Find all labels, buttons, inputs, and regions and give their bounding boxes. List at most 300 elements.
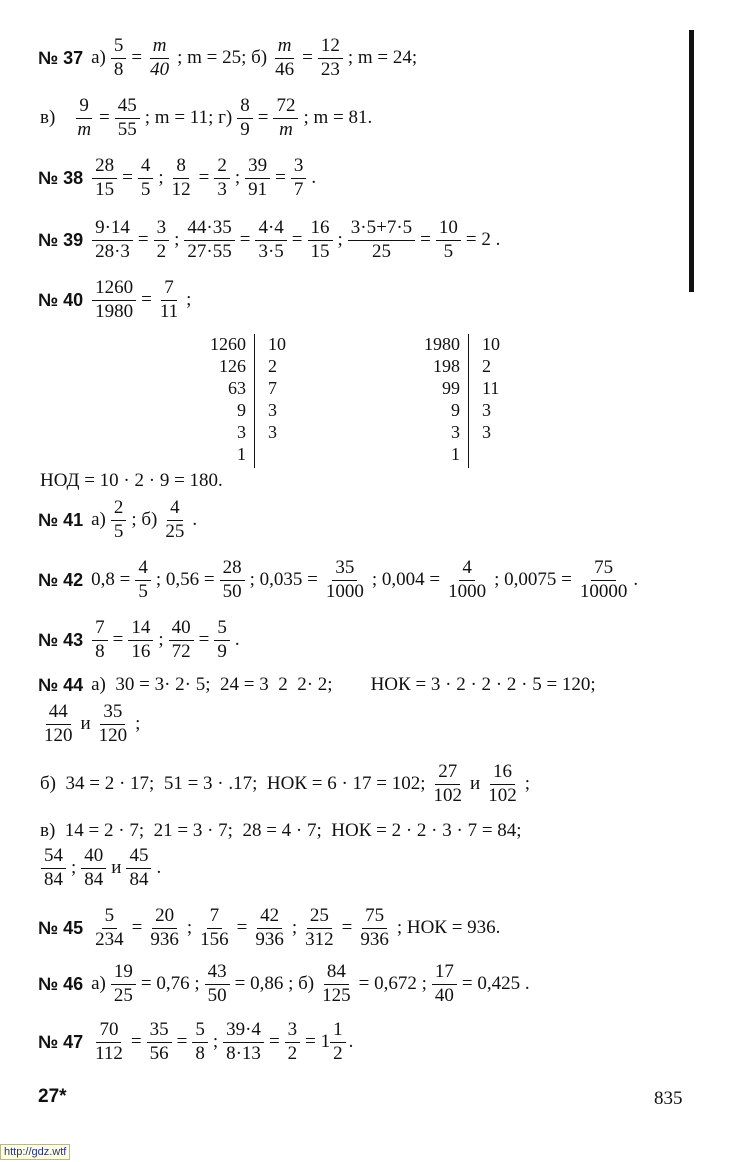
period: . <box>234 629 240 651</box>
problem-number: № 46 <box>38 973 84 994</box>
numerator: 54 <box>41 846 66 869</box>
text: = 2 . <box>465 229 501 251</box>
fraction <box>81 846 106 890</box>
fraction <box>92 618 108 662</box>
denominator: 72 <box>171 640 191 662</box>
fraction <box>184 218 234 262</box>
problem-45 <box>38 906 502 950</box>
denominator: m <box>77 118 92 140</box>
fraction <box>291 156 307 200</box>
problem-47 <box>38 1020 353 1064</box>
separator: ; <box>212 1031 219 1053</box>
table-row <box>190 444 308 465</box>
fraction <box>192 1020 208 1064</box>
numerator: 75 <box>362 906 387 929</box>
conjunction: и <box>470 773 481 795</box>
denominator: 936 <box>360 928 389 950</box>
equals: = <box>291 229 303 251</box>
denominator: 2 <box>287 1042 298 1064</box>
denominator: 234 <box>95 928 124 950</box>
fraction <box>214 156 230 200</box>
equals: = <box>131 917 143 939</box>
numerator: 39·4 <box>223 1020 264 1043</box>
numerator: 7 <box>161 278 177 301</box>
numerator: 4 <box>167 498 183 521</box>
table-row <box>190 378 308 399</box>
denominator: 40 <box>150 58 170 80</box>
equals: = <box>141 289 152 311</box>
gcd-line <box>38 470 225 492</box>
numerator: m <box>150 36 170 59</box>
fraction <box>255 218 286 262</box>
text: = 0,86 ; б) <box>234 973 315 995</box>
fraction <box>135 558 151 602</box>
problem-number: № 37 <box>38 47 84 68</box>
text: ; б) <box>131 509 158 531</box>
problem-number: № 39 <box>38 229 84 250</box>
text: = 0,672 ; <box>358 973 427 995</box>
denominator: 3·5 <box>258 240 284 262</box>
denominator: 7 <box>293 178 304 200</box>
divisor-cell: 3 <box>482 422 491 442</box>
equals: = <box>268 1031 280 1053</box>
fraction <box>147 1020 172 1064</box>
denominator: 16 <box>131 640 151 662</box>
denominator: 11 <box>159 300 179 322</box>
text: ; m = 81. <box>303 107 373 129</box>
equals: = <box>257 107 269 129</box>
denominator: 120 <box>44 724 73 746</box>
fraction <box>485 762 520 806</box>
separator: ; <box>337 229 343 251</box>
equals: = <box>176 1031 188 1053</box>
fraction <box>308 218 333 262</box>
numerator: 5 <box>111 36 127 59</box>
divisor-cell <box>468 444 522 465</box>
table-row <box>404 422 522 443</box>
problem-37-line-2 <box>38 96 374 140</box>
text: ; m = 25; б) <box>177 47 268 69</box>
fraction <box>348 218 415 262</box>
numerator: 8 <box>237 96 253 119</box>
numerator: 5 <box>214 618 230 641</box>
fraction <box>41 846 66 890</box>
dividend-cell: 1980 <box>424 334 460 354</box>
numerator: 39 <box>245 156 270 179</box>
fraction <box>223 1020 264 1064</box>
problem-number: № 42 <box>38 569 84 590</box>
problem-number: № 43 <box>38 629 84 650</box>
divisor-cell: 10 <box>482 334 500 354</box>
numerator: 3 <box>154 218 170 241</box>
divisor-cell: 2 <box>268 356 277 376</box>
table-row <box>404 378 522 399</box>
problem-44-b <box>38 762 532 806</box>
fraction <box>96 702 131 746</box>
text: = 1 <box>305 1031 331 1053</box>
denominator: 56 <box>149 1042 169 1064</box>
denominator: 8 <box>195 1042 205 1064</box>
denominator: 40 <box>434 984 454 1006</box>
denominator: 25 <box>113 984 133 1006</box>
denominator: 84 <box>84 868 104 890</box>
divisor-cell: 2 <box>482 356 491 376</box>
problem-43 <box>38 618 242 662</box>
numerator: 3·5+7·5 <box>348 218 415 241</box>
equals: = <box>122 167 133 189</box>
numerator: 27 <box>435 762 460 785</box>
divisor-cell <box>254 444 308 465</box>
problem-number: № 41 <box>38 509 84 530</box>
fraction <box>272 36 297 80</box>
equals: = <box>198 629 210 651</box>
numerator: 4 <box>459 558 475 581</box>
denominator: 91 <box>248 178 268 200</box>
numerator: 12 <box>318 36 343 59</box>
period: . <box>156 857 162 879</box>
denominator: 2 <box>333 1042 343 1064</box>
problem-44-line-1 <box>38 674 598 696</box>
conjunction: и <box>111 857 122 879</box>
numerator: 19 <box>111 962 136 985</box>
numerator: 20 <box>152 906 177 929</box>
dividend-cell: 63 <box>228 378 246 398</box>
gcd-text: НОД = 10 · 2 · 9 = 180. <box>40 470 223 491</box>
text: ; m = 24; <box>347 47 418 69</box>
dividend-cell: 1 <box>451 444 460 464</box>
denominator: 55 <box>117 118 137 140</box>
table-row <box>190 400 308 421</box>
fraction <box>147 906 182 950</box>
denominator: 84 <box>129 868 149 890</box>
equals: = <box>236 917 248 939</box>
text: = 0,76 ; <box>140 973 200 995</box>
text: б) 34 = 2 · 17; 51 = 3 · .17; НОК = 6 · 17 = 102; <box>40 773 426 795</box>
fraction <box>154 218 170 262</box>
equals: = <box>420 229 431 251</box>
numerator: 35 <box>100 702 125 725</box>
problem-44-line-2 <box>38 702 142 746</box>
dividend-cell: 1 <box>237 444 246 464</box>
fraction <box>126 846 151 890</box>
fraction <box>273 96 298 140</box>
fraction <box>252 906 287 950</box>
numerator: 4 <box>138 156 154 179</box>
separator: ; <box>291 917 298 939</box>
equals: = <box>198 167 210 189</box>
numerator: 5 <box>192 1020 208 1043</box>
numerator: 72 <box>273 96 298 119</box>
fraction <box>92 906 127 950</box>
numerator: 9·14 <box>92 218 133 241</box>
denominator: 46 <box>275 58 295 80</box>
denominator: 9 <box>240 118 250 140</box>
item-label: а) <box>91 973 106 995</box>
item-label: в) <box>40 107 56 129</box>
numerator: 45 <box>126 846 151 869</box>
separator: ; <box>186 289 192 311</box>
fraction <box>357 906 392 950</box>
period: . <box>311 167 317 189</box>
numerator: 16 <box>490 762 515 785</box>
numerator: 2 <box>111 498 127 521</box>
equals: = <box>275 167 286 189</box>
numerator: 28 <box>92 156 117 179</box>
denominator: 15 <box>310 240 330 262</box>
equals: = <box>130 1031 142 1053</box>
denominator: 102 <box>433 784 463 806</box>
equals: = <box>112 629 124 651</box>
numerator: 4·4 <box>255 218 286 241</box>
fraction <box>41 702 76 746</box>
fraction <box>111 36 127 80</box>
table-row <box>404 444 522 465</box>
fraction <box>169 618 194 662</box>
numerator: 2 <box>214 156 230 179</box>
factor-table-1980 <box>404 334 524 468</box>
separator: ; <box>174 229 180 251</box>
equals: = <box>137 229 149 251</box>
fraction <box>74 96 94 140</box>
denominator: 120 <box>98 724 128 746</box>
separator: ; <box>158 167 164 189</box>
separator: ; <box>524 773 530 795</box>
fraction <box>319 962 354 1006</box>
fraction <box>431 762 466 806</box>
fraction <box>147 36 172 80</box>
text: ; m = 11; г) <box>144 107 233 129</box>
dividend-cell: 3 <box>451 422 460 442</box>
dividend-cell: 99 <box>442 378 460 398</box>
numerator: 40 <box>169 618 194 641</box>
page-section-mark: 27* <box>38 1086 67 1107</box>
item-label: а) <box>91 47 106 69</box>
divisor-cell: 10 <box>268 334 286 354</box>
denominator: 936 <box>150 928 179 950</box>
table-row <box>190 422 308 443</box>
table-row <box>190 356 308 377</box>
problem-46 <box>38 962 532 1006</box>
text: ; 0,004 = <box>371 569 441 591</box>
fraction <box>245 156 270 200</box>
fraction <box>157 278 181 322</box>
numerator: 9 <box>76 96 92 119</box>
text: 0,8 = <box>91 569 131 591</box>
denominator: 2 <box>156 240 167 262</box>
divisor-cell: 3 <box>268 422 277 442</box>
fraction <box>205 962 230 1006</box>
margin-bar <box>689 30 694 292</box>
fraction <box>323 558 367 602</box>
problem-number: № 38 <box>38 167 84 188</box>
denominator: 8 <box>113 58 124 80</box>
fraction <box>111 962 136 1006</box>
fraction <box>197 906 232 950</box>
text: в) 14 = 2 · 7; 21 = 3 · 7; 28 = 4 · 7; НОК = 2 · 2 · 3 · 7 = 84; <box>40 820 522 841</box>
equals: = <box>341 917 353 939</box>
text: ; НОК = 936. <box>396 917 501 939</box>
numerator: 10 <box>436 218 461 241</box>
denominator: 102 <box>488 784 517 806</box>
denominator: 312 <box>305 928 334 950</box>
denominator: 12 <box>171 178 191 200</box>
numerator: 75 <box>591 558 616 581</box>
period: . <box>633 569 639 591</box>
numerator: 5 <box>102 906 118 929</box>
denominator: 9 <box>217 640 227 662</box>
text: ; 0,035 = <box>249 569 318 591</box>
denominator: 5 <box>140 178 151 200</box>
problem-number: № 44 <box>38 674 84 695</box>
numerator: 35 <box>332 558 357 581</box>
numerator: 28 <box>220 558 245 581</box>
numerator: 16 <box>308 218 333 241</box>
fraction <box>330 1020 346 1064</box>
equals: = <box>131 47 143 69</box>
denominator: 125 <box>322 984 351 1006</box>
denominator: 27·55 <box>187 240 232 262</box>
fraction <box>436 218 461 262</box>
numerator: 7 <box>92 618 108 641</box>
denominator: 5 <box>443 240 454 262</box>
fraction <box>92 278 136 322</box>
problem-40 <box>38 278 193 322</box>
dividend-cell: 9 <box>237 400 246 420</box>
numerator: 44 <box>46 702 71 725</box>
numerator: m <box>275 36 295 59</box>
text: ; 0,0075 = <box>494 569 572 591</box>
numerator: 4 <box>135 558 151 581</box>
fraction <box>92 218 133 262</box>
dividend-cell: 126 <box>219 356 246 376</box>
text: а) 30 = 3· 2· 5; 24 = 3 2 2· 2; НОК = 3 · 2 · 2 · 2 · 5 = 120; <box>91 674 596 695</box>
table-row <box>404 400 522 421</box>
fraction <box>302 906 337 950</box>
numerator: 42 <box>257 906 282 929</box>
page-number: 835 <box>654 1088 683 1109</box>
fraction <box>285 1020 301 1064</box>
denominator: 10000 <box>579 580 628 602</box>
numerator: 3 <box>291 156 307 179</box>
equals: = <box>239 229 251 251</box>
divisor-cell: 11 <box>482 378 500 398</box>
dividend-cell: 198 <box>433 356 460 376</box>
period: . <box>192 509 198 531</box>
denominator: 8·13 <box>226 1042 261 1064</box>
problem-39 <box>38 218 502 262</box>
numerator: 40 <box>81 846 106 869</box>
equals: = <box>302 47 313 69</box>
fraction <box>138 156 154 200</box>
denominator: 28·3 <box>95 240 130 262</box>
fraction <box>92 1020 126 1064</box>
denominator: 112 <box>95 1042 123 1064</box>
denominator: 23 <box>320 58 340 80</box>
conjunction: и <box>80 713 91 735</box>
numerator: 44·35 <box>184 218 234 241</box>
denominator: 5 <box>138 580 148 602</box>
numerator: 3 <box>285 1020 301 1043</box>
table-row <box>404 356 522 377</box>
divisor-cell: 7 <box>268 378 277 398</box>
dividend-cell: 1260 <box>210 334 246 354</box>
numerator: 1 <box>330 1020 346 1043</box>
divisor-cell: 3 <box>482 400 491 420</box>
fraction <box>169 156 194 200</box>
table-row <box>190 334 308 355</box>
denominator: 25 <box>165 520 185 542</box>
fraction <box>92 156 117 200</box>
numerator: 43 <box>205 962 230 985</box>
problem-41 <box>38 498 199 542</box>
fraction <box>220 558 245 602</box>
problem-38 <box>38 156 318 200</box>
separator: ; <box>158 629 164 651</box>
separator: ; <box>234 167 241 189</box>
separator: ; <box>186 917 193 939</box>
denominator: 50 <box>222 580 242 602</box>
numerator: 14 <box>128 618 153 641</box>
denominator: 25 <box>371 240 391 262</box>
fraction <box>128 618 153 662</box>
fraction <box>111 498 127 542</box>
separator: ; <box>135 713 141 735</box>
fraction <box>318 36 343 80</box>
problem-number: № 40 <box>38 289 84 310</box>
denominator: 1000 <box>448 580 487 602</box>
numerator: 84 <box>324 962 349 985</box>
dividend-cell: 3 <box>237 422 246 442</box>
fraction <box>214 618 230 662</box>
fraction <box>237 96 253 140</box>
text: ; 0,56 = <box>155 569 215 591</box>
denominator: 84 <box>44 868 63 890</box>
denominator: 1000 <box>325 580 364 602</box>
watermark-link[interactable]: http://gdz.wtf <box>0 1144 70 1160</box>
item-label: а) <box>91 509 106 531</box>
fraction <box>577 558 631 602</box>
numerator: 1260 <box>92 278 136 301</box>
problem-44-v <box>38 820 524 842</box>
text: = 0,425 . <box>461 973 530 995</box>
table-row <box>404 334 522 355</box>
problem-number: № 45 <box>38 917 84 938</box>
denominator: 156 <box>200 928 229 950</box>
numerator: 25 <box>307 906 332 929</box>
denominator: 5 <box>113 520 124 542</box>
numerator: 8 <box>173 156 189 179</box>
fraction <box>432 962 457 1006</box>
fraction <box>162 498 187 542</box>
denominator: 8 <box>95 640 105 662</box>
problem-42 <box>38 558 638 602</box>
numerator: 45 <box>115 96 140 119</box>
problem-number: № 47 <box>38 1031 84 1052</box>
fraction <box>445 558 489 602</box>
numerator: 35 <box>147 1020 172 1043</box>
denominator: 15 <box>95 178 115 200</box>
equals: = <box>99 107 110 129</box>
period: . <box>348 1031 354 1053</box>
problem-37-line-1 <box>38 36 419 80</box>
numerator: 70 <box>96 1020 121 1043</box>
problem-44-v-line-2 <box>38 846 163 890</box>
denominator: 50 <box>207 984 227 1006</box>
denominator: 3 <box>217 178 227 200</box>
numerator: 17 <box>432 962 457 985</box>
divisor-cell: 3 <box>268 400 277 420</box>
numerator: 7 <box>207 906 223 929</box>
